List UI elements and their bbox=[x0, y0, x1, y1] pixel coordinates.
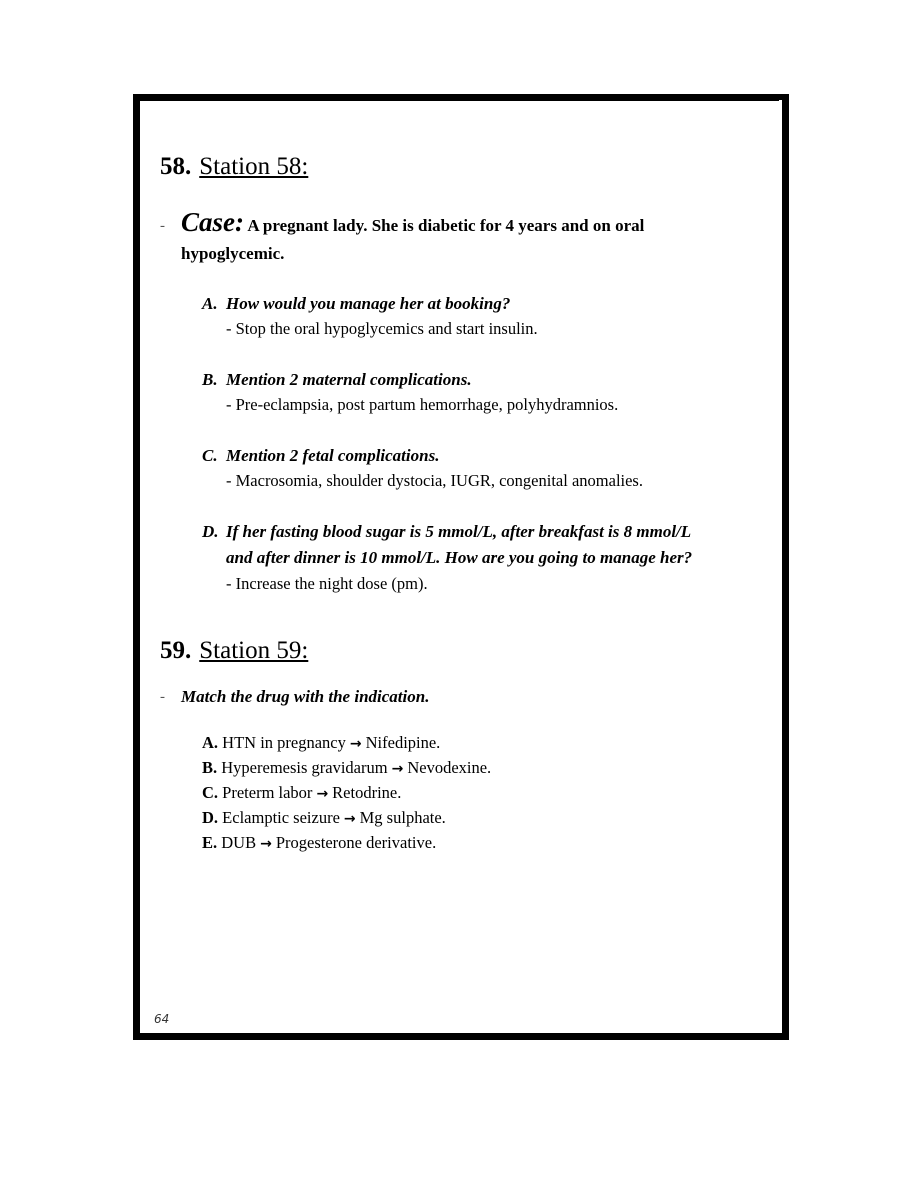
question-a bbox=[202, 291, 510, 317]
match-item-b-drug: Nevodexine. bbox=[407, 758, 492, 777]
station-58-number: 58. bbox=[160, 153, 192, 180]
answer-b: - Pre-eclampsia, post partum hemorrhage, polyhydramnios. bbox=[226, 395, 619, 414]
question-d-text-line1: If her fasting blood sugar is 5 mmol/L, after breakfast is 8 mmol/L bbox=[226, 522, 692, 541]
match-instruction: Match the drug with the indication. bbox=[181, 687, 430, 706]
match-item-d-indication: Eclamptic seizure bbox=[222, 808, 340, 827]
question-b bbox=[202, 367, 472, 393]
answer-d: - Increase the night dose (pm). bbox=[226, 574, 428, 593]
match-item-b bbox=[202, 755, 491, 782]
arrow-right-icon: → bbox=[316, 786, 329, 802]
match-item-d-letter: D. bbox=[202, 808, 219, 827]
question-b-letter: B. bbox=[202, 370, 218, 389]
case-text-line1: A pregnant lady. She is diabetic for 4 years and on oral bbox=[247, 216, 645, 235]
arrow-right-icon: → bbox=[260, 836, 272, 852]
case-label: Case: bbox=[181, 207, 244, 237]
question-a-letter: A. bbox=[202, 294, 218, 313]
answer-c: - Macrosomia, shoulder dystocia, IUGR, congenital anomalies. bbox=[226, 471, 643, 490]
question-d-letter: D. bbox=[202, 522, 219, 541]
case-text-line2: hypoglycemic. bbox=[181, 244, 285, 263]
case-line-1 bbox=[181, 208, 644, 240]
station-59-number: 59. bbox=[160, 637, 192, 664]
match-item-d-drug: Mg sulphate. bbox=[359, 808, 446, 827]
station-58-heading bbox=[160, 152, 308, 182]
case-dash: - bbox=[160, 218, 165, 234]
match-dash: - bbox=[160, 689, 165, 705]
match-item-c-drug: Retodrine. bbox=[332, 783, 402, 802]
question-a-text: How would you manage her at booking? bbox=[226, 294, 511, 313]
match-item-a-letter: A. bbox=[202, 733, 219, 752]
match-item-c-letter: C. bbox=[202, 783, 219, 802]
match-item-a-indication: HTN in pregnancy bbox=[222, 733, 346, 752]
page-number: 64 bbox=[154, 1012, 170, 1026]
frame-notch bbox=[779, 100, 782, 633]
question-c-letter: C. bbox=[202, 446, 218, 465]
match-item-b-indication: Hyperemesis gravidarum bbox=[221, 758, 388, 777]
match-item-e bbox=[202, 830, 436, 857]
match-item-e-drug: Progesterone derivative. bbox=[275, 833, 437, 852]
match-item-a-drug: Nifedipine. bbox=[365, 733, 441, 752]
arrow-right-icon: → bbox=[391, 761, 404, 777]
match-item-e-letter: E. bbox=[202, 833, 218, 852]
station-58-title: Station 58: bbox=[199, 153, 309, 180]
question-c-text: Mention 2 fetal complications. bbox=[226, 446, 440, 465]
arrow-right-icon: → bbox=[343, 811, 356, 827]
answer-a: - Stop the oral hypoglycemics and start insulin. bbox=[226, 319, 538, 338]
match-item-c bbox=[202, 780, 401, 807]
match-item-b-letter: B. bbox=[202, 758, 218, 777]
match-item-c-indication: Preterm labor bbox=[222, 783, 313, 802]
arrow-right-icon: → bbox=[349, 736, 362, 752]
station-59-title: Station 59: bbox=[199, 637, 309, 664]
question-d-text-line2: and after dinner is 10 mmol/L. How are you going to manage her? bbox=[226, 548, 693, 567]
question-d bbox=[202, 519, 691, 545]
question-c bbox=[202, 443, 439, 469]
match-item-e-indication: DUB bbox=[221, 833, 257, 852]
question-b-text: Mention 2 maternal complications. bbox=[226, 370, 472, 389]
match-item-a bbox=[202, 730, 440, 757]
station-59-heading bbox=[160, 636, 308, 666]
match-item-d bbox=[202, 805, 446, 832]
